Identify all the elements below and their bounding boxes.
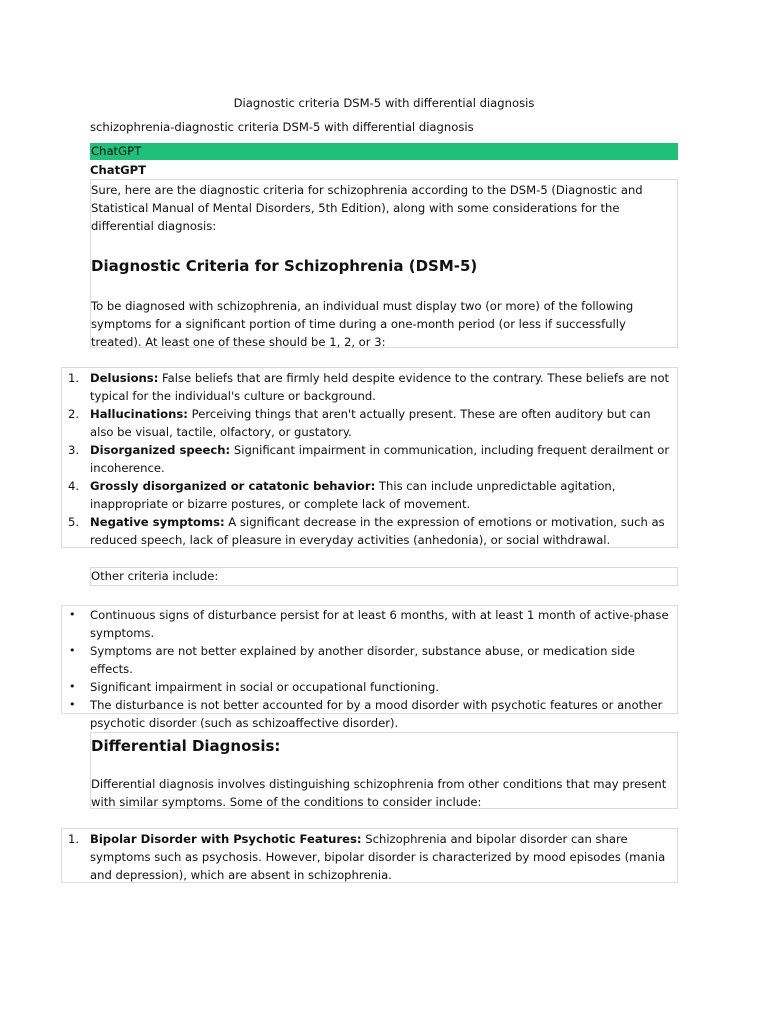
differential-list (62, 829, 677, 884)
criteria-list (62, 368, 677, 549)
list-number: 2. (68, 407, 80, 421)
criteria-term: Hallucinations: (90, 407, 188, 421)
bullet-icon: • (69, 680, 76, 693)
criteria-description: Perceiving things that aren't actually present. These are often auditory but can also be visual, tactile, olfactory, or gustatory. (90, 407, 651, 439)
list-number: 4. (68, 479, 80, 493)
criteria-term: Disorganized speech: (90, 443, 231, 457)
list-item (62, 606, 677, 642)
criteria-item (62, 441, 677, 477)
criteria-item (62, 369, 677, 405)
criteria-description: False beliefs that are firmly held despite evidence to the contrary. These beliefs are not typical for the individual's culture or background. (90, 371, 670, 403)
differential-list-block (61, 828, 678, 883)
other-criteria-list (62, 606, 677, 732)
list-number: 1. (68, 371, 80, 385)
differential-term: Bipolar Disorder with Psychotic Features: (90, 832, 362, 846)
list-item (62, 696, 677, 732)
criteria-list-block (61, 367, 678, 548)
list-number: 5. (68, 515, 80, 529)
criteria-item (62, 477, 677, 513)
criteria-description: This can include unpredictable agitation, inappropriate or bizarre postures, or complete lack of movement. (90, 479, 616, 511)
other-criteria-text: Continuous signs of disturbance persist for at least 6 months, with at least 1 month of active-phase symptoms. (90, 608, 669, 640)
chat-speaker-label: ChatGPT (90, 163, 147, 177)
document-title: Diagnostic criteria DSM-5 with differential diagnosis (233, 96, 535, 110)
bullet-icon: • (69, 608, 76, 621)
bullet-icon: • (69, 698, 76, 711)
criteria-term: Delusions: (90, 371, 159, 385)
criteria-description: Significant impairment in communication, including frequent derailment or incoherence. (90, 443, 670, 475)
intro-block (90, 179, 678, 348)
other-criteria-text: Symptoms are not better explained by another disorder, substance abuse, or medication side effects. (90, 644, 635, 676)
differential-block (90, 732, 678, 809)
other-criteria-text: The disturbance is not better accounted for by a mood disorder with psychotic features or another psychotic disorder (such as schizoaffective disorder). (90, 698, 663, 730)
criteria-heading: Diagnostic Criteria for Schizophrenia (DSM-5) (91, 257, 478, 275)
other-criteria-list-block (61, 605, 678, 730)
criteria-item (62, 405, 677, 441)
list-number: 3. (68, 443, 80, 457)
bullet-icon: • (69, 644, 76, 657)
list-number: 1. (68, 832, 80, 846)
differential-heading: Differential Diagnosis: (91, 737, 281, 755)
intro-text: Sure, here are the diagnostic criteria for schizophrenia according to the DSM-5 (Diagnostic and Statistical Manual of Mental Disorders, 5th Edition), along with some considerations for the differential diagnosis: (91, 183, 643, 233)
list-item (62, 642, 677, 678)
list-item (62, 678, 677, 696)
other-criteria-text: Significant impairment in social or occupational functioning. (90, 680, 440, 694)
criteria-term: Negative symptoms: (90, 515, 225, 529)
criteria-description: A significant decrease in the expression of emotions or motivation, such as reduced speech, lack of pleasure in everyday activities (anhedonia), or social withdrawal. (90, 515, 665, 547)
differential-item (62, 830, 677, 884)
other-criteria-heading-block (90, 567, 678, 586)
differential-description: Schizophrenia and bipolar disorder can share symptoms such as psychosis. However, bipolar disorder is characterized by mood episodes (mania and depression), which are absent in schizophrenia. (90, 832, 666, 882)
document-subtitle: schizophrenia-diagnostic criteria DSM-5 with differential diagnosis (90, 120, 474, 134)
criteria-lead: To be diagnosed with schizophrenia, an individual must display two (or more) of the following symptoms for a significant portion of time during a one-month period (or less if successfully treated). At least one of these should be 1, 2, or 3: (91, 299, 634, 349)
criteria-item (62, 513, 677, 549)
other-criteria-heading: Other criteria include: (91, 569, 219, 583)
chat-speaker-banner: ChatGPT (90, 143, 678, 160)
differential-lead: Differential diagnosis involves distinguishing schizophrenia from other conditions that may present with similar symptoms. Some of the conditions to consider include: (91, 777, 667, 809)
criteria-term: Grossly disorganized or catatonic behavior: (90, 479, 376, 493)
